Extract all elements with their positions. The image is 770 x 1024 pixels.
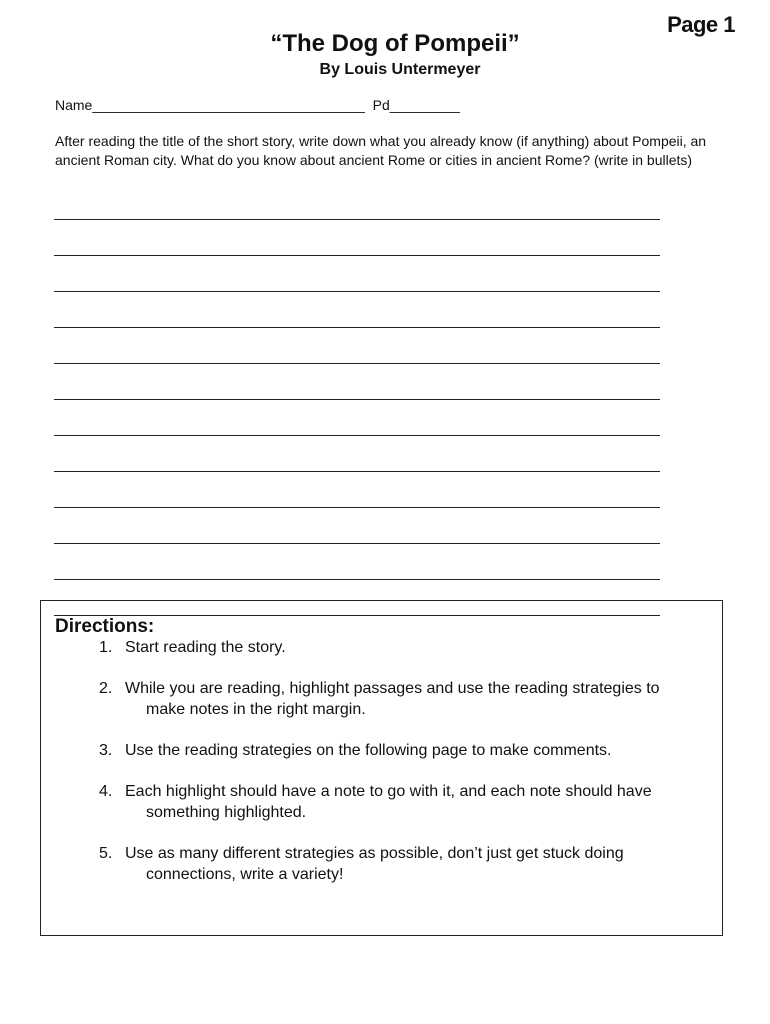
- directions-heading: Directions:: [55, 616, 155, 637]
- directions-box: [40, 600, 723, 936]
- directions-list: [41, 637, 725, 905]
- answer-line[interactable]: [54, 364, 660, 400]
- page-label: Page 1: [667, 12, 735, 37]
- answer-line[interactable]: [54, 544, 660, 580]
- item-text-continued: make notes in the right margin.: [146, 701, 366, 718]
- item-text-continued: connections, write a variety!: [146, 866, 344, 883]
- item-number: 1.: [99, 639, 113, 656]
- item-text: Use as many different strategies as possible, don’t just get stuck doing: [125, 845, 624, 862]
- list-item: [41, 637, 725, 658]
- item-number: 3.: [99, 742, 113, 759]
- item-text-continued: something highlighted.: [146, 804, 307, 821]
- answer-line[interactable]: [54, 400, 660, 436]
- item-number: 2.: [99, 680, 113, 697]
- item-number: 5.: [99, 845, 113, 862]
- answer-line[interactable]: [54, 220, 660, 256]
- list-item: [41, 740, 725, 761]
- prompt-text: After reading the title of the short story, write down what you already know (if anything) about Pompeii, an ancient Roman city. What do you know about ancient Rome or cities in ancient Rome? (write in bullets): [55, 133, 707, 168]
- worksheet-author: By Louis Untermeyer: [319, 61, 481, 78]
- answer-line[interactable]: [54, 328, 660, 364]
- item-number: 4.: [99, 783, 113, 800]
- answer-line[interactable]: [54, 292, 660, 328]
- answer-lines[interactable]: [54, 219, 660, 616]
- answer-line[interactable]: [54, 472, 660, 508]
- item-text: Start reading the story.: [125, 639, 286, 656]
- answer-line[interactable]: [54, 508, 660, 544]
- list-item: [41, 678, 725, 720]
- answer-line[interactable]: [54, 436, 660, 472]
- list-item: [41, 781, 725, 823]
- item-text: Use the reading strategies on the following page to make comments.: [125, 742, 612, 759]
- item-text: While you are reading, highlight passages and use the reading strategies to: [125, 680, 660, 697]
- list-item: [41, 843, 725, 885]
- answer-line[interactable]: [54, 256, 660, 292]
- worksheet-title: “The Dog of Pompeii”: [270, 30, 520, 57]
- item-text: Each highlight should have a note to go with it, and each note should have: [125, 783, 652, 800]
- name-period-line[interactable]: Name___________________________________ Pd_________: [55, 97, 460, 113]
